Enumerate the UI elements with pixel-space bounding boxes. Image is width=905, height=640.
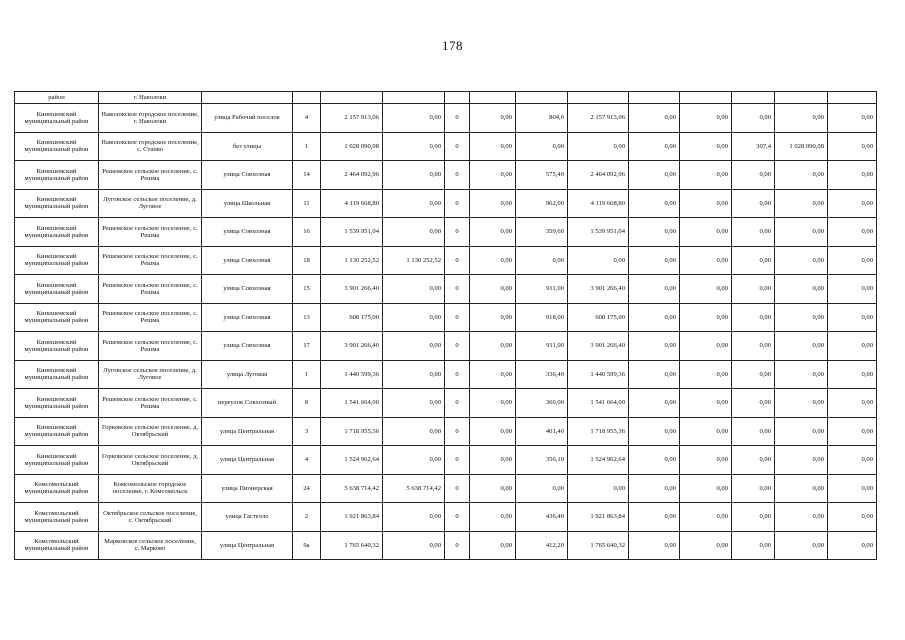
table-cell: Кинешемский муниципальный район: [15, 275, 99, 304]
table-row: [15, 446, 877, 475]
table-cell: Кинешемский муниципальный район: [15, 161, 99, 190]
table-cell: 0,00: [680, 417, 732, 446]
table-cell: 0,00: [629, 161, 680, 190]
table-cell: 0,00: [629, 360, 680, 389]
table-cell: 2 157 913,06: [568, 104, 629, 133]
table-row: [15, 389, 877, 418]
table-cell: 0,00: [629, 417, 680, 446]
table-cell: 0,00: [775, 161, 828, 190]
table-cell: 1: [293, 132, 321, 161]
table-cell: улица Гастелло: [202, 503, 293, 532]
table-cell: 962,00: [516, 189, 568, 218]
table-cell: 0,00: [516, 246, 568, 275]
table-cell: 0: [445, 474, 470, 503]
table-row: [15, 360, 877, 389]
table-cell: 0,00: [470, 104, 516, 133]
table-cell: 1 524 962,64: [568, 446, 629, 475]
table-cell: 0,00: [828, 161, 877, 190]
table-cell: 0,00: [732, 446, 775, 475]
table-cell: 0,00: [470, 503, 516, 532]
table-cell: 0: [445, 132, 470, 161]
table-cell: 911,00: [516, 275, 568, 304]
table-cell: 0,00: [629, 389, 680, 418]
table-cell: [383, 92, 445, 104]
table-cell: 0: [445, 503, 470, 532]
table-cell: 0,00: [775, 389, 828, 418]
table-cell: 4: [293, 446, 321, 475]
table-row: [15, 104, 877, 133]
table-cell: Кинешемский муниципальный район: [15, 389, 99, 418]
table-cell: 0,00: [383, 104, 445, 133]
table-cell: 0,00: [828, 275, 877, 304]
table-cell: улица Центральная: [202, 531, 293, 560]
table-cell: 14: [293, 161, 321, 190]
table-cell: 401,40: [516, 417, 568, 446]
table-cell: 0,00: [383, 275, 445, 304]
table-cell: 0: [445, 360, 470, 389]
table-cell: 0,00: [470, 189, 516, 218]
table-cell: 3 901 266,40: [568, 332, 629, 361]
table-cell: Кинешемский муниципальный район: [15, 246, 99, 275]
table-cell: [445, 92, 470, 104]
table-cell: 0,00: [383, 189, 445, 218]
table-cell: Луговское сельское поселение, д. Луговое: [99, 189, 202, 218]
table-cell: 0,00: [568, 474, 629, 503]
table-cell: Решемское сельское поселение, с. Решма: [99, 332, 202, 361]
table-cell: 0,00: [516, 474, 568, 503]
table-cell: [568, 92, 629, 104]
table-cell: Решемское сельское поселение, с. Решма: [99, 246, 202, 275]
table-cell: 0,00: [383, 417, 445, 446]
table-cell: 4 119 668,80: [321, 189, 383, 218]
table-cell: 336,40: [516, 360, 568, 389]
table-cell: 0: [445, 531, 470, 560]
table-cell: Кинешемский муниципальный район: [15, 218, 99, 247]
table-cell: Горковское сельское поселение, д. Октябрьский: [99, 417, 202, 446]
table-cell: 0,00: [680, 218, 732, 247]
table-cell: без улицы: [202, 132, 293, 161]
table-cell: Комсомольский муниципальный район: [15, 503, 99, 532]
table-cell: 0,00: [383, 389, 445, 418]
table-cell: Октябрьское сельское поселение, с. Октябрьский: [99, 503, 202, 532]
table-row: [15, 246, 877, 275]
table-cell: 608 175,00: [568, 303, 629, 332]
table-cell: 0,00: [775, 474, 828, 503]
page-number: 178: [442, 38, 463, 53]
table-cell: 0,00: [383, 531, 445, 560]
table-cell: 0,00: [470, 389, 516, 418]
table-cell: улица Совхозная: [202, 275, 293, 304]
table-cell: [202, 92, 293, 104]
table-cell: Кинешемский муниципальный район: [15, 446, 99, 475]
table-cell: 0: [445, 275, 470, 304]
table-cell: 0: [445, 446, 470, 475]
table-cell: 0,00: [629, 531, 680, 560]
table-cell: 1 028 090,08: [775, 132, 828, 161]
table-cell: район: [15, 92, 99, 104]
table-cell: 0,00: [828, 474, 877, 503]
table-cell: 0: [445, 104, 470, 133]
table-cell: Марковское сельское поселение, с. Марково: [99, 531, 202, 560]
table-cell: 575,40: [516, 161, 568, 190]
table-cell: 0,00: [775, 104, 828, 133]
table-cell: 2 157 913,06: [321, 104, 383, 133]
table-cell: 0,00: [470, 161, 516, 190]
table-cell: 0,00: [732, 389, 775, 418]
table-cell: 0,00: [470, 303, 516, 332]
table-cell: улица Совхозная: [202, 303, 293, 332]
table-cell: 1 539 951,04: [568, 218, 629, 247]
table-cell: 0,00: [775, 446, 828, 475]
table-cell: 0,00: [680, 275, 732, 304]
table-cell: Кинешемский муниципальный район: [15, 189, 99, 218]
table-cell: 0,00: [732, 531, 775, 560]
table-cell: 4: [293, 104, 321, 133]
table-cell: 0: [445, 246, 470, 275]
table-cell: [516, 92, 568, 104]
table-cell: 0,00: [629, 246, 680, 275]
table-cell: 15: [293, 275, 321, 304]
table-cell: 1: [293, 360, 321, 389]
table-cell: 0,00: [680, 332, 732, 361]
table-cell: 0,00: [383, 161, 445, 190]
table-row: [15, 275, 877, 304]
table-cell: Кинешемский муниципальный район: [15, 104, 99, 133]
table-cell: 0: [445, 417, 470, 446]
table-cell: 0,00: [732, 303, 775, 332]
table-cell: 9а: [293, 531, 321, 560]
table-cell: Решемское сельское поселение, с. Решма: [99, 275, 202, 304]
table-cell: улица Центральная: [202, 417, 293, 446]
table-cell: 4 119 668,80: [568, 189, 629, 218]
table-cell: 5 638 714,42: [383, 474, 445, 503]
table-cell: улица Центральная: [202, 446, 293, 475]
table-cell: 0,00: [775, 218, 828, 247]
table-cell: 307,4: [732, 132, 775, 161]
table-cell: 0,00: [629, 275, 680, 304]
table-cell: 0,00: [680, 474, 732, 503]
table-cell: Кинешемский муниципальный район: [15, 417, 99, 446]
table-cell: 1 541 664,00: [568, 389, 629, 418]
table-cell: [732, 92, 775, 104]
table-cell: [680, 92, 732, 104]
table-cell: 16: [293, 218, 321, 247]
table-cell: 1 539 951,04: [321, 218, 383, 247]
table-cell: 0,00: [680, 446, 732, 475]
table-cell: 0,00: [680, 531, 732, 560]
table-cell: Решемское сельское поселение, с. Решма: [99, 218, 202, 247]
table-cell: 0,00: [732, 474, 775, 503]
table-cell: 0,00: [732, 246, 775, 275]
table-cell: 0,00: [680, 189, 732, 218]
table-cell: 0,00: [828, 332, 877, 361]
table-row: [15, 417, 877, 446]
table-cell: Кинешемский муниципальный район: [15, 132, 99, 161]
table-cell: улица Совхозная: [202, 332, 293, 361]
table-cell: 360,00: [516, 389, 568, 418]
table-cell: Комсомольское городское поселение, г. Комсомольск: [99, 474, 202, 503]
table-cell: 0,00: [680, 503, 732, 532]
table-cell: 0,00: [470, 531, 516, 560]
table-cell: 0,00: [775, 531, 828, 560]
table-cell: 0,00: [629, 132, 680, 161]
table-cell: 0: [445, 161, 470, 190]
table-cell: 0,00: [732, 360, 775, 389]
table-cell: 0,00: [732, 503, 775, 532]
table-cell: улица Рабочий поселок: [202, 104, 293, 133]
table-cell: 0,00: [775, 503, 828, 532]
table-cell: Решемское сельское поселение, с. Решма: [99, 303, 202, 332]
table-cell: 1 541 664,00: [321, 389, 383, 418]
table-cell: 0,00: [732, 275, 775, 304]
table-cell: 0,00: [680, 389, 732, 418]
table-cell: 0,00: [828, 360, 877, 389]
table-cell: 13: [293, 303, 321, 332]
table-cell: 0: [445, 303, 470, 332]
table-cell: 0,00: [828, 417, 877, 446]
table-cell: 0,00: [629, 474, 680, 503]
table-cell: [775, 92, 828, 104]
table-cell: 0,00: [775, 275, 828, 304]
table-cell: 0,00: [470, 275, 516, 304]
table-cell: 412,20: [516, 531, 568, 560]
table-cell: Комсомольский муниципальный район: [15, 531, 99, 560]
table-cell: Кинешемский муниципальный район: [15, 332, 99, 361]
table-cell: 356,10: [516, 446, 568, 475]
table-row: [15, 503, 877, 532]
table-cell: 3 901 266,40: [568, 275, 629, 304]
table-cell: [321, 92, 383, 104]
table-cell: Наволокское городское поселение, г. Наволоки: [99, 104, 202, 133]
table-cell: 0,00: [732, 417, 775, 446]
table-cell: 436,40: [516, 503, 568, 532]
table-cell: 2 464 092,96: [568, 161, 629, 190]
table-cell: 1 440 599,36: [321, 360, 383, 389]
table-row: [15, 92, 877, 104]
data-table: [14, 91, 877, 560]
table-cell: 0: [445, 189, 470, 218]
table-cell: 0,00: [629, 503, 680, 532]
table-cell: 1 524 962,64: [321, 446, 383, 475]
table-cell: 0: [445, 389, 470, 418]
table-cell: 0,00: [568, 132, 629, 161]
table-cell: 804,6: [516, 104, 568, 133]
table-cell: 0,00: [828, 389, 877, 418]
table-cell: переулок Совхозный: [202, 389, 293, 418]
table-cell: Горковское сельское поселение, д. Октябрьский: [99, 446, 202, 475]
table-cell: 0,00: [383, 218, 445, 247]
table-cell: 0,00: [680, 303, 732, 332]
table-cell: 8: [293, 389, 321, 418]
table-cell: 0,00: [828, 132, 877, 161]
table-cell: 0,00: [470, 332, 516, 361]
table-cell: Решемское сельское поселение, с. Решма: [99, 389, 202, 418]
table-cell: 1 130 252,52: [383, 246, 445, 275]
table-cell: 0,00: [732, 189, 775, 218]
table-cell: 1 440 599,36: [568, 360, 629, 389]
table-cell: 0,00: [828, 189, 877, 218]
table-cell: 0,00: [470, 360, 516, 389]
table-cell: 0,00: [629, 218, 680, 247]
table-cell: 0,00: [828, 218, 877, 247]
table-cell: 911,00: [516, 332, 568, 361]
table-cell: 0,00: [383, 132, 445, 161]
table-cell: 0,00: [680, 360, 732, 389]
table-cell: 0,00: [828, 503, 877, 532]
table-cell: 359,60: [516, 218, 568, 247]
table-cell: 0,00: [775, 360, 828, 389]
table-cell: 0,00: [470, 132, 516, 161]
table-cell: 0,00: [775, 332, 828, 361]
table-cell: 0,00: [828, 531, 877, 560]
table-row: [15, 531, 877, 560]
table-cell: 3 901 266,40: [321, 332, 383, 361]
table-cell: 0,00: [470, 246, 516, 275]
table-cell: [293, 92, 321, 104]
table-cell: 0,00: [680, 246, 732, 275]
table-row: [15, 332, 877, 361]
table-cell: 1 765 640,32: [321, 531, 383, 560]
table-cell: 2: [293, 503, 321, 532]
table-row: [15, 132, 877, 161]
table-cell: 0,00: [732, 218, 775, 247]
table-cell: 0,00: [828, 104, 877, 133]
table-cell: 17: [293, 332, 321, 361]
table-cell: Кинешемский муниципальный район: [15, 360, 99, 389]
table-cell: 0,00: [383, 303, 445, 332]
table-cell: 0,00: [470, 218, 516, 247]
table-cell: 608 175,00: [321, 303, 383, 332]
table-cell: 2 464 092,96: [321, 161, 383, 190]
table-cell: [470, 92, 516, 104]
table-cell: 0,00: [775, 189, 828, 218]
table-row: [15, 189, 877, 218]
table-cell: 1 921 863,84: [568, 503, 629, 532]
table-cell: 1 718 955,36: [321, 417, 383, 446]
table-cell: 0,00: [629, 446, 680, 475]
table-cell: 0,00: [732, 332, 775, 361]
table-body: [15, 92, 877, 560]
table-cell: 0,00: [470, 474, 516, 503]
table-cell: 3 901 266,40: [321, 275, 383, 304]
table-cell: 0,00: [568, 246, 629, 275]
table-cell: 0: [445, 218, 470, 247]
table-cell: 1 028 090,08: [321, 132, 383, 161]
table-cell: 0,00: [383, 332, 445, 361]
table-cell: 0,00: [828, 303, 877, 332]
table-cell: 0,00: [470, 417, 516, 446]
table-cell: 0,00: [629, 189, 680, 218]
table-cell: г. Наволоки: [99, 92, 202, 104]
table-cell: 1 718 955,36: [568, 417, 629, 446]
table-cell: 0,00: [775, 246, 828, 275]
table-cell: 0,00: [680, 104, 732, 133]
table-cell: улица Школьная: [202, 189, 293, 218]
table-cell: Кинешемский муниципальный район: [15, 303, 99, 332]
table-cell: Решемское сельское поселение, с. Решма: [99, 161, 202, 190]
table-cell: 1 130 252,52: [321, 246, 383, 275]
table-cell: 0,00: [383, 360, 445, 389]
table-row: [15, 474, 877, 503]
table-cell: 918,00: [516, 303, 568, 332]
table-cell: Наволокское городское поселение, с. Станко: [99, 132, 202, 161]
table-row: [15, 303, 877, 332]
table-cell: улица Совхозная: [202, 246, 293, 275]
table-cell: 0,00: [680, 132, 732, 161]
table-cell: 24: [293, 474, 321, 503]
table-cell: 0,00: [470, 446, 516, 475]
table-cell: 1 765 640,32: [568, 531, 629, 560]
table-cell: 1 921 863,84: [321, 503, 383, 532]
table-cell: улица Совхозная: [202, 161, 293, 190]
table-cell: 0,00: [828, 246, 877, 275]
table-cell: Луговское сельское поселение, д. Луговое: [99, 360, 202, 389]
table-cell: Комсомольский муниципальный район: [15, 474, 99, 503]
table-row: [15, 218, 877, 247]
table-cell: 5 638 714,42: [321, 474, 383, 503]
table-cell: 0,00: [680, 161, 732, 190]
table-cell: 3: [293, 417, 321, 446]
table-row: [15, 161, 877, 190]
table-cell: 0,00: [775, 417, 828, 446]
table-cell: 0,00: [629, 104, 680, 133]
table-cell: 0,00: [629, 303, 680, 332]
table-cell: улица Пионерская: [202, 474, 293, 503]
table-cell: 0,00: [828, 446, 877, 475]
table-cell: 0,00: [732, 161, 775, 190]
table-cell: 0,00: [775, 303, 828, 332]
table-cell: 0,00: [383, 503, 445, 532]
table-cell: 0: [445, 332, 470, 361]
table-cell: 0,00: [732, 104, 775, 133]
table-cell: [629, 92, 680, 104]
table-cell: улица Совхозная: [202, 218, 293, 247]
table-cell: 11: [293, 189, 321, 218]
table-cell: улица Луговая: [202, 360, 293, 389]
table-cell: 18: [293, 246, 321, 275]
table-cell: 0,00: [629, 332, 680, 361]
table-cell: 0,00: [383, 446, 445, 475]
table-cell: [828, 92, 877, 104]
table-cell: 0,00: [516, 132, 568, 161]
